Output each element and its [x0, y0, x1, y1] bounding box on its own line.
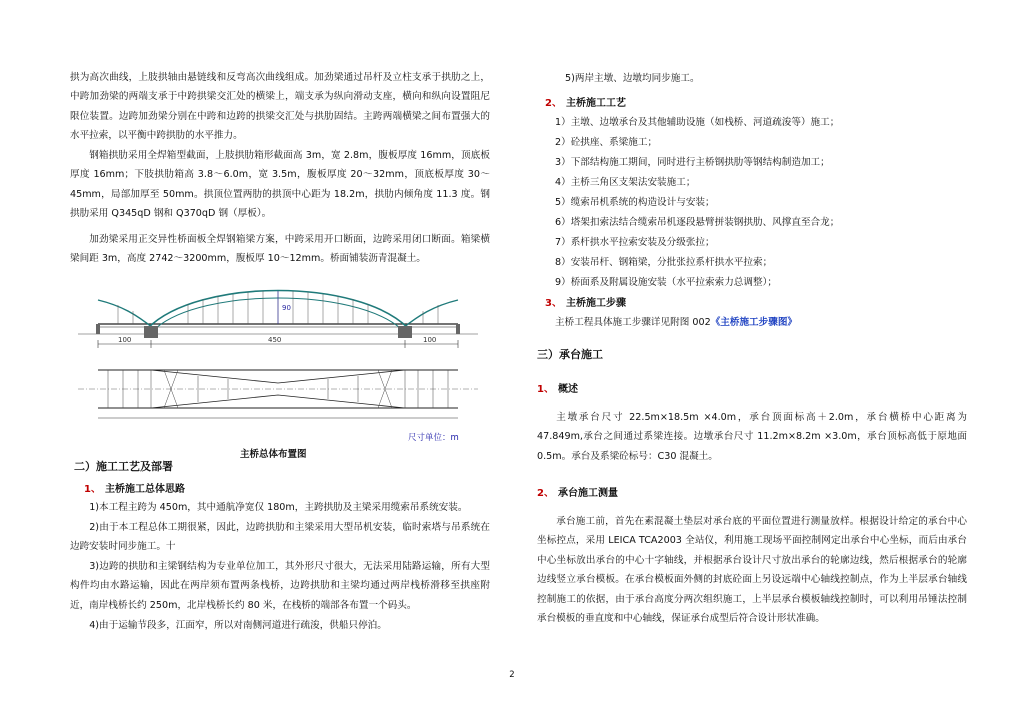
- subsection-number: 3、: [545, 298, 562, 309]
- paragraph-cap-survey: 承台施工前，首先在素混凝土垫层对承台底的平面位置进行测量放样。根据设计给定的承台中心坐标控点，采用 LEICA TCA2003 全站仪，利用施工现场平面控制网定出承台中心坐标，而后由承台中心坐标放出承台的中心十字轴线，并根据承台设计尺寸放出承台的轮廓边线，然后根据承台的轮廓边线竖立承台模板。在承台模板面外侧的封底砼面上另设远端中心轴线控制点，作为上半层承台轴线控制施工的依据，由于承台高度分两次组织施工，上半层承台模板轴线控制时，可以利用吊锤法控制承台模板的垂直度和中心轴线，保证承台成型后符合设计形状准确。: [537, 516, 967, 625]
- subsection-text: 概述: [557, 384, 578, 395]
- section-title-cap-construction: 三）承台施工: [537, 348, 603, 361]
- step-7: 7）系杆拱水平拉索安装及分级张拉；: [555, 237, 715, 248]
- steps-reference: [555, 314, 797, 328]
- bridge-layout-figure: [78, 286, 478, 431]
- step-5: 5）缆索吊机系统的构造设计与安装；: [555, 197, 715, 208]
- steps-figure-link[interactable]: 《主桥施工步骤图》: [710, 317, 798, 328]
- item-4: 4)由于运输节段多，江面窄，所以对南侧河道进行疏浚，供船只停泊。: [89, 620, 387, 631]
- dim-label-right: 100: [423, 336, 437, 344]
- step-3: 3）下部结构施工期间，同时进行主桥钢拱肋等钢结构制造加工；: [555, 157, 830, 168]
- item-3: 3)边跨的拱肋和主梁钢结构为专业单位加工，其外形尺寸很大，无法采用陆路运输，所有大型构件均由水路运输，因此在两岸须布置两条栈桥，边跨拱肋和主梁均通过两岸栈桥滑移至拱座附近，南岸栈桥长约 250m，北岸栈桥长约 80 米，在栈桥的端部各布置一个码头。: [70, 561, 490, 611]
- step-2: 2）砼拱座、系梁施工；: [555, 137, 658, 148]
- rise-label: 90: [282, 304, 291, 312]
- subsection-number: 1、: [537, 384, 554, 395]
- step-8: 8）安装吊杆、钢箱梁，分批张拉系杆拱水平拉索；: [555, 257, 773, 268]
- subsection-title-overview: [537, 380, 578, 395]
- bridge-plan: [78, 370, 478, 418]
- subsection-number: 2、: [545, 98, 562, 109]
- dim-label-left: 100: [118, 336, 132, 344]
- subsection-text: 主桥施工工艺: [565, 98, 626, 109]
- step-1: 1）主墩、边墩承台及其他辅助设施（如栈桥、河道疏浚等）施工；: [555, 117, 840, 128]
- subsection-number: 1、: [84, 484, 101, 495]
- paragraph-arch-structure: 拱为高次曲线，上肢拱轴由悬链线和反弯高次曲线组成。加劲梁通过吊杆及立柱支承于拱肋之上，中跨加劲梁的两端支承于中跨拱梁交汇处的横梁上，端支承为纵向滑动支座，横向和纵向设置阻尼限位装置。边跨加劲梁分别在中跨和边跨的拱梁交汇处与拱肋固结。主跨两端横梁之间布置强大的水平拉索，以平衡中跨拱肋的水平推力。: [70, 72, 490, 142]
- subsection-title-cap-survey: [537, 484, 618, 499]
- subsection-title-overall-approach: [84, 480, 185, 495]
- item-5: 5)两岸主墩、边墩均同步施工。: [565, 73, 700, 84]
- subsection-title-process: [545, 94, 626, 109]
- item-2: 2)由于本工程总体工期很紧，因此，边跨拱肋和主梁采用大型吊机安装，临时索塔与吊系统在边跨安装时同步施工。十: [70, 522, 490, 553]
- section-title-construction-deployment: 二）施工工艺及部署: [74, 460, 173, 473]
- figure-units: 尺寸单位：m: [408, 433, 459, 443]
- subsection-text: 主桥施工总体思路: [104, 484, 185, 495]
- step-4: 4）主桥三角区支架法安装施工；: [555, 177, 696, 188]
- paragraph-stiffening-girder: 加劲梁采用正交异性桥面板全焊钢箱梁方案，中跨采用开口断面，边跨采用闭口断面。箱梁横梁间距 3m，高度 2742～3200mm，腹板厚 10～12mm。桥面铺装沥青混凝土。: [70, 234, 490, 265]
- subsection-text: 主桥施工步骤: [565, 298, 626, 309]
- step-9: 9）桥面系及附属设施安装（水平拉索索力总调整）；: [555, 277, 777, 288]
- steps-reference-text: 主桥工程具体施工步骤详见附图 002: [555, 317, 711, 328]
- figure-caption: 主桥总体布置图: [240, 449, 307, 460]
- step-6: 6）塔架扣索法结合缆索吊机逐段悬臂拼装钢拱肋、风撑直至合龙；: [555, 217, 840, 228]
- paragraph-cap-overview: 主墩承台尺寸 22.5m×18.5m ×4.0m，承台顶面标高＋2.0m，承台横桥中心距离为 47.849m,承台之间通过系梁连接。边墩承台尺寸 11.2m×8.2m ×3.0m，承台顶标高低于原地面 0.5m。承台及系梁砼标号：C30 混凝土。: [537, 412, 967, 462]
- subsection-title-steps: [545, 294, 626, 309]
- item-1: 1)本工程主跨为 450m，其中通航净宽仅 180m，主跨拱肋及主梁采用缆索吊系统安装。: [89, 502, 468, 513]
- paragraph-arch-rib: 钢箱拱肋采用全焊箱型截面，上肢拱肋箱形截面高 3m，宽 2.8m，腹板厚度 16mm，顶底板厚度 16mm；下肢拱肋箱高 3.8～6.0m，宽 3.5m，腹板厚度 20～32mm，顶底板厚度 30～45mm，局部加厚至 50mm。拱顶位置两肋的拱顶中心距为 18.2m，拱肋内倾角度 11.3 度。钢拱肋采用 Q345qD 钢和 Q370qD 钢（厚板）。: [70, 150, 490, 220]
- subsection-number: 2、: [537, 488, 554, 499]
- subsection-text: 承台施工测量: [557, 488, 618, 499]
- page-number: 2: [509, 670, 515, 680]
- dim-label-main: 450: [268, 336, 282, 344]
